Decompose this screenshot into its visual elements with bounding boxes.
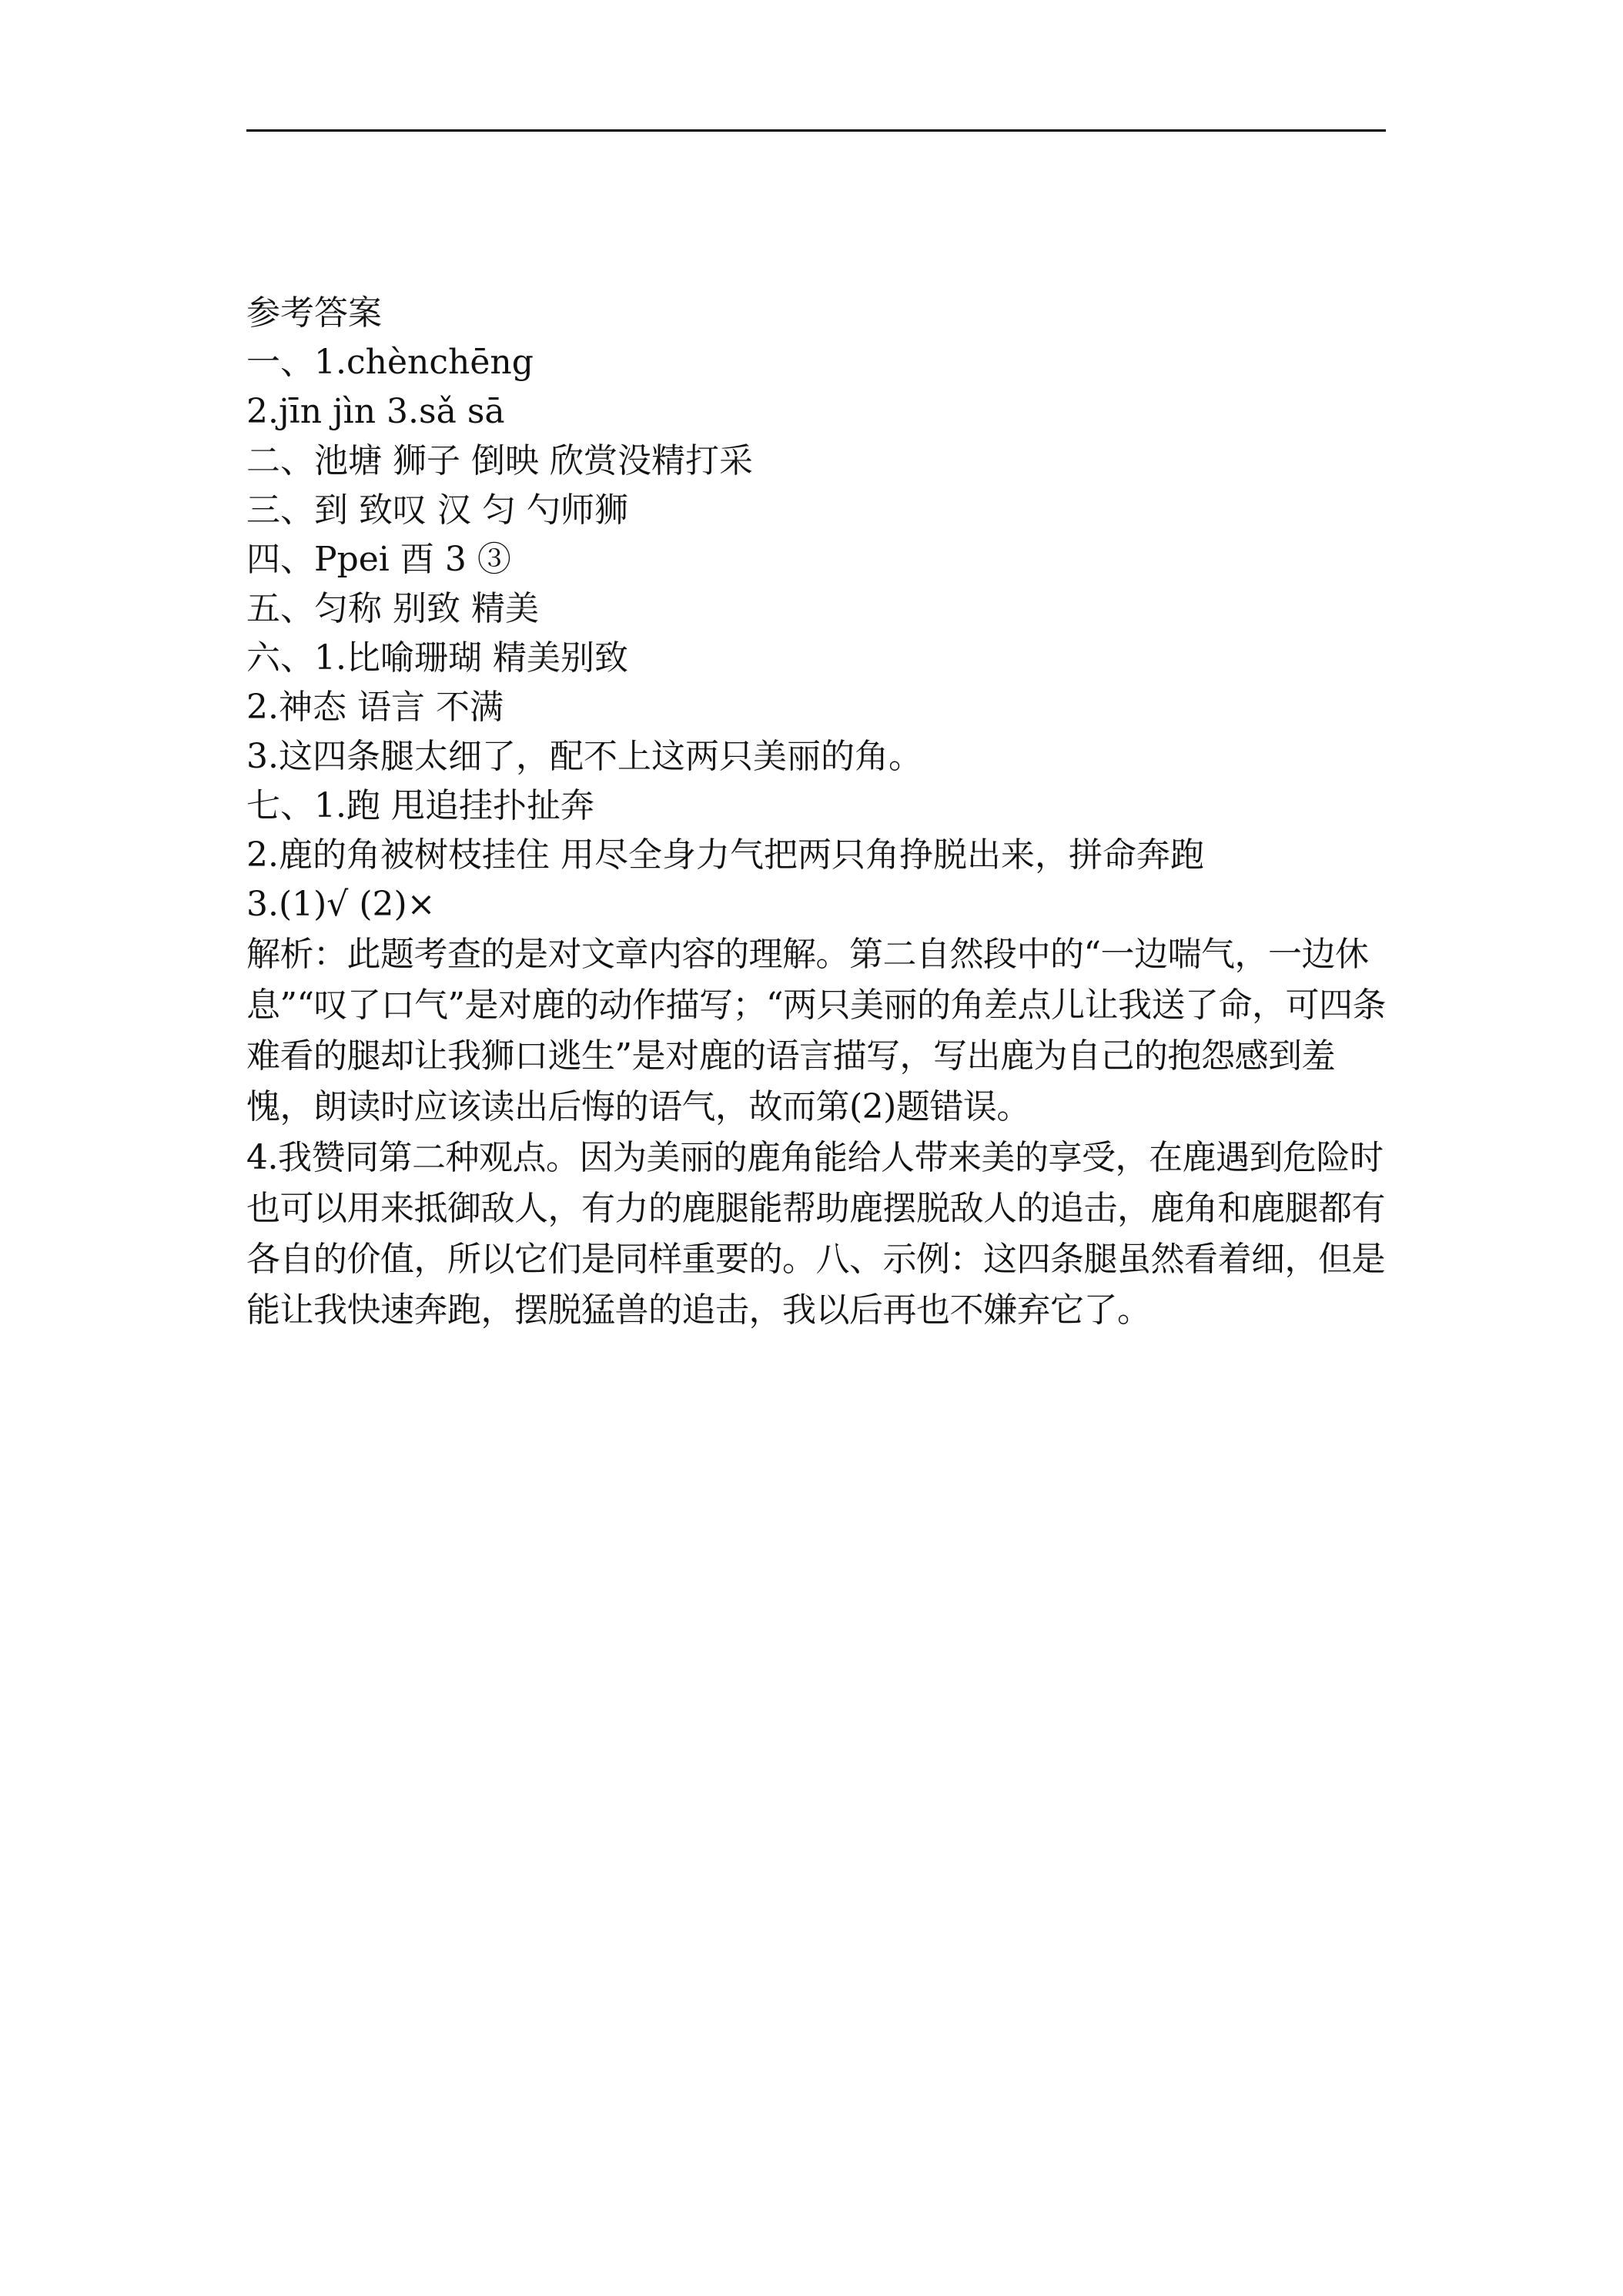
answer-line: 一、1.chènchēng [246,343,534,382]
answer-line: 三、到 致叹 汉 匀 勺师狮 [246,490,628,530]
answer-line: 二、池塘 狮子 倒映 欣赏没精打采 [246,441,753,480]
answer-line: 六、1.比喻珊瑚 精美别致 [246,638,628,678]
answer-document [246,289,1386,1336]
answer-line: 四、Ppei 酉 3 ③ [246,540,511,579]
answer-line: 2.鹿的角被树枝挂住 用尽全身力气把两只角挣脱出来，拼命奔跑 [246,835,1204,875]
answer-line: 2.神态 语言 不满 [246,688,504,727]
answer-line: 3.这四条腿太细了，配不上这两只美丽的角。 [246,737,922,776]
header-rule [246,129,1386,132]
answer-line: 3.(1)√ (2)× [246,885,436,924]
answer-line: 五、匀称 别致 精美 [246,589,539,628]
answer-title: 参考答案 [246,293,382,333]
answer-line: 七、1.跑 甩追挂扑扯奔 [246,786,594,825]
analysis-paragraph: 解析：此题考查的是对文章内容的理解。第二自然段中的“一边喘气，一边休息”“叹了口气”是对鹿的动作描写；“两只美丽的角差点儿让我送了命，可四条难看的腿却让我狮口逃生”是对鹿的语言描写，写出鹿为自己的抱怨感到羞愧，朗读时应该读出后悔的语气，故而第(2)题错误。 [246,935,1386,1126]
answer-paragraph: 4.我赞同第二种观点。因为美丽的鹿角能给人带来美的享受，在鹿遇到危险时也可以用来抵御敌人，有力的鹿腿能帮助鹿摆脱敌人的追击，鹿角和鹿腿都有各自的价值，所以它们是同样重要的。八、示例：这四条腿虽然看着细，但是能让我快速奔跑，摆脱猛兽的追击，我以后再也不嫌弃它了。 [246,1138,1385,1330]
answer-line: 2.jīn jìn 3.sǎ sā [246,392,505,431]
